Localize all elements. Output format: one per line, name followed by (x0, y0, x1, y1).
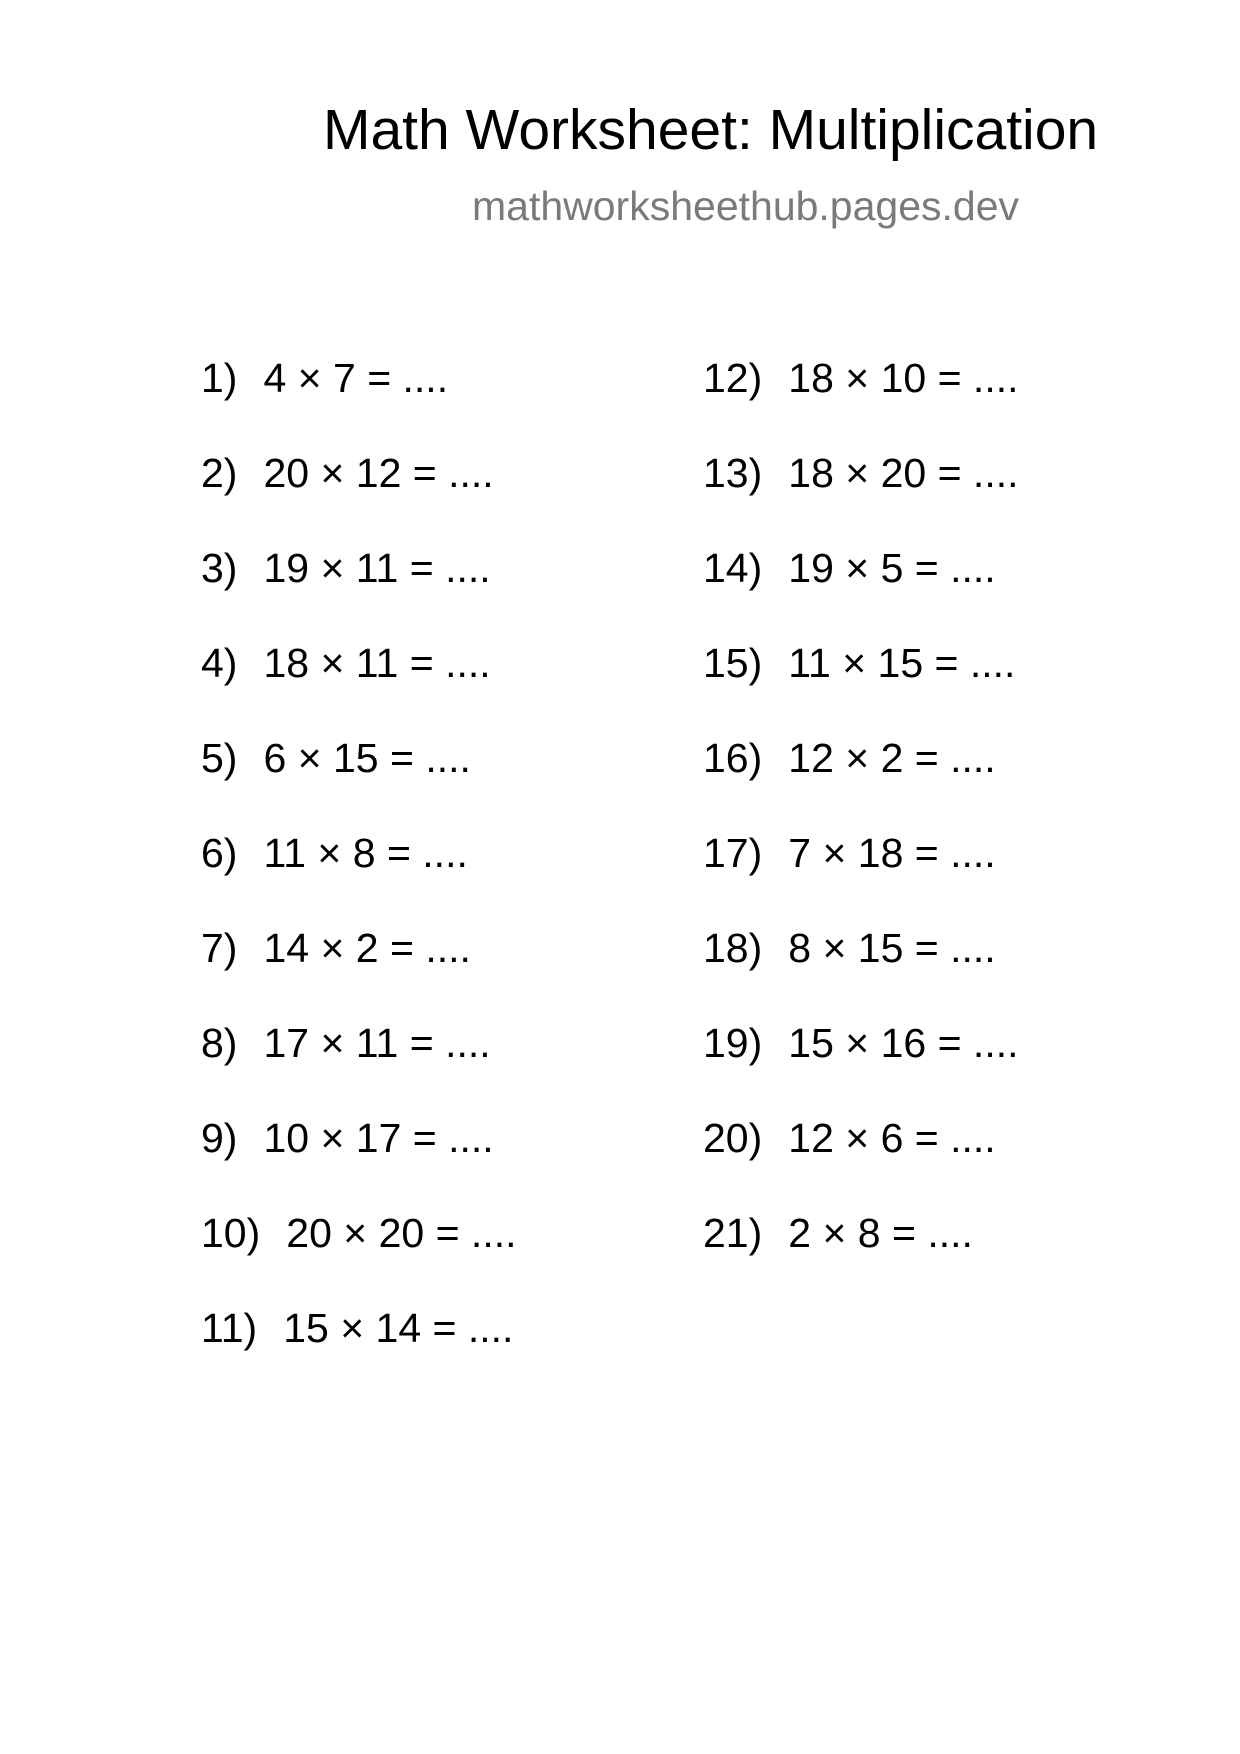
problem-number: 12) (703, 355, 763, 401)
problem-number: 3) (201, 545, 238, 591)
problem-expression: 10 × 17 = .... (263, 1115, 494, 1161)
problem-item (703, 734, 1019, 829)
problem-number: 9) (201, 1115, 238, 1161)
problem-expression: 8 × 15 = .... (788, 925, 996, 971)
problem-number: 5) (201, 735, 238, 781)
problem-number: 6) (201, 830, 238, 876)
problem-item (201, 354, 517, 449)
problem-item (703, 544, 1019, 639)
page-title: Math Worksheet: Multiplication (323, 98, 1099, 162)
problem-number: 7) (201, 925, 238, 971)
problem-item (703, 924, 1019, 1019)
problem-expression: 20 × 12 = .... (263, 450, 494, 496)
problem-item (201, 829, 517, 924)
problem-item (201, 924, 517, 1019)
problem-expression: 11 × 15 = .... (788, 640, 1016, 686)
problem-expression: 6 × 15 = .... (263, 735, 471, 781)
problem-expression: 17 × 11 = .... (263, 1020, 491, 1066)
problem-item (703, 354, 1019, 449)
problem-number: 18) (703, 925, 763, 971)
problem-column-right (703, 354, 1019, 1304)
problem-expression: 20 × 20 = .... (286, 1210, 517, 1256)
problem-expression: 12 × 2 = .... (788, 735, 996, 781)
problem-item (703, 1209, 1019, 1304)
problem-item (201, 734, 517, 829)
problem-expression: 15 × 16 = .... (788, 1020, 1019, 1066)
problem-number: 8) (201, 1020, 238, 1066)
problem-expression: 19 × 11 = .... (263, 545, 491, 591)
problem-expression: 18 × 10 = .... (788, 355, 1019, 401)
problem-number: 17) (703, 830, 763, 876)
problem-number: 14) (703, 545, 763, 591)
problem-item (201, 1209, 517, 1304)
problem-item (201, 639, 517, 734)
problem-number: 16) (703, 735, 763, 781)
problem-item (201, 449, 517, 544)
problem-item (703, 829, 1019, 924)
problem-number: 13) (703, 450, 763, 496)
problem-item (201, 544, 517, 639)
problem-number: 21) (703, 1210, 763, 1256)
problem-expression: 2 × 8 = .... (788, 1210, 973, 1256)
problem-item (703, 1114, 1019, 1209)
problem-expression: 18 × 11 = .... (263, 640, 491, 686)
problem-expression: 19 × 5 = .... (788, 545, 996, 591)
problem-number: 19) (703, 1020, 763, 1066)
problem-number: 1) (201, 355, 238, 401)
problem-number: 11) (201, 1305, 258, 1351)
problem-expression: 7 × 18 = .... (788, 830, 996, 876)
problem-column-left (201, 354, 517, 1399)
problem-number: 20) (703, 1115, 763, 1161)
problem-expression: 11 × 8 = .... (263, 830, 468, 876)
problem-item (703, 639, 1019, 734)
problem-item (201, 1019, 517, 1114)
problem-item (703, 449, 1019, 544)
problem-expression: 4 × 7 = .... (263, 355, 449, 401)
problem-expression: 14 × 2 = .... (263, 925, 471, 971)
problem-item (201, 1304, 517, 1399)
problem-number: 15) (703, 640, 763, 686)
problem-expression: 12 × 6 = .... (788, 1115, 996, 1161)
problem-number: 2) (201, 450, 238, 496)
problem-expression: 18 × 20 = .... (788, 450, 1019, 496)
source-url: mathworksheethub.pages.dev (472, 183, 1020, 229)
problem-item (703, 1019, 1019, 1114)
problem-item (201, 1114, 517, 1209)
problem-expression: 15 × 14 = .... (283, 1305, 514, 1351)
problem-number: 10) (201, 1210, 261, 1256)
problem-number: 4) (201, 640, 238, 686)
